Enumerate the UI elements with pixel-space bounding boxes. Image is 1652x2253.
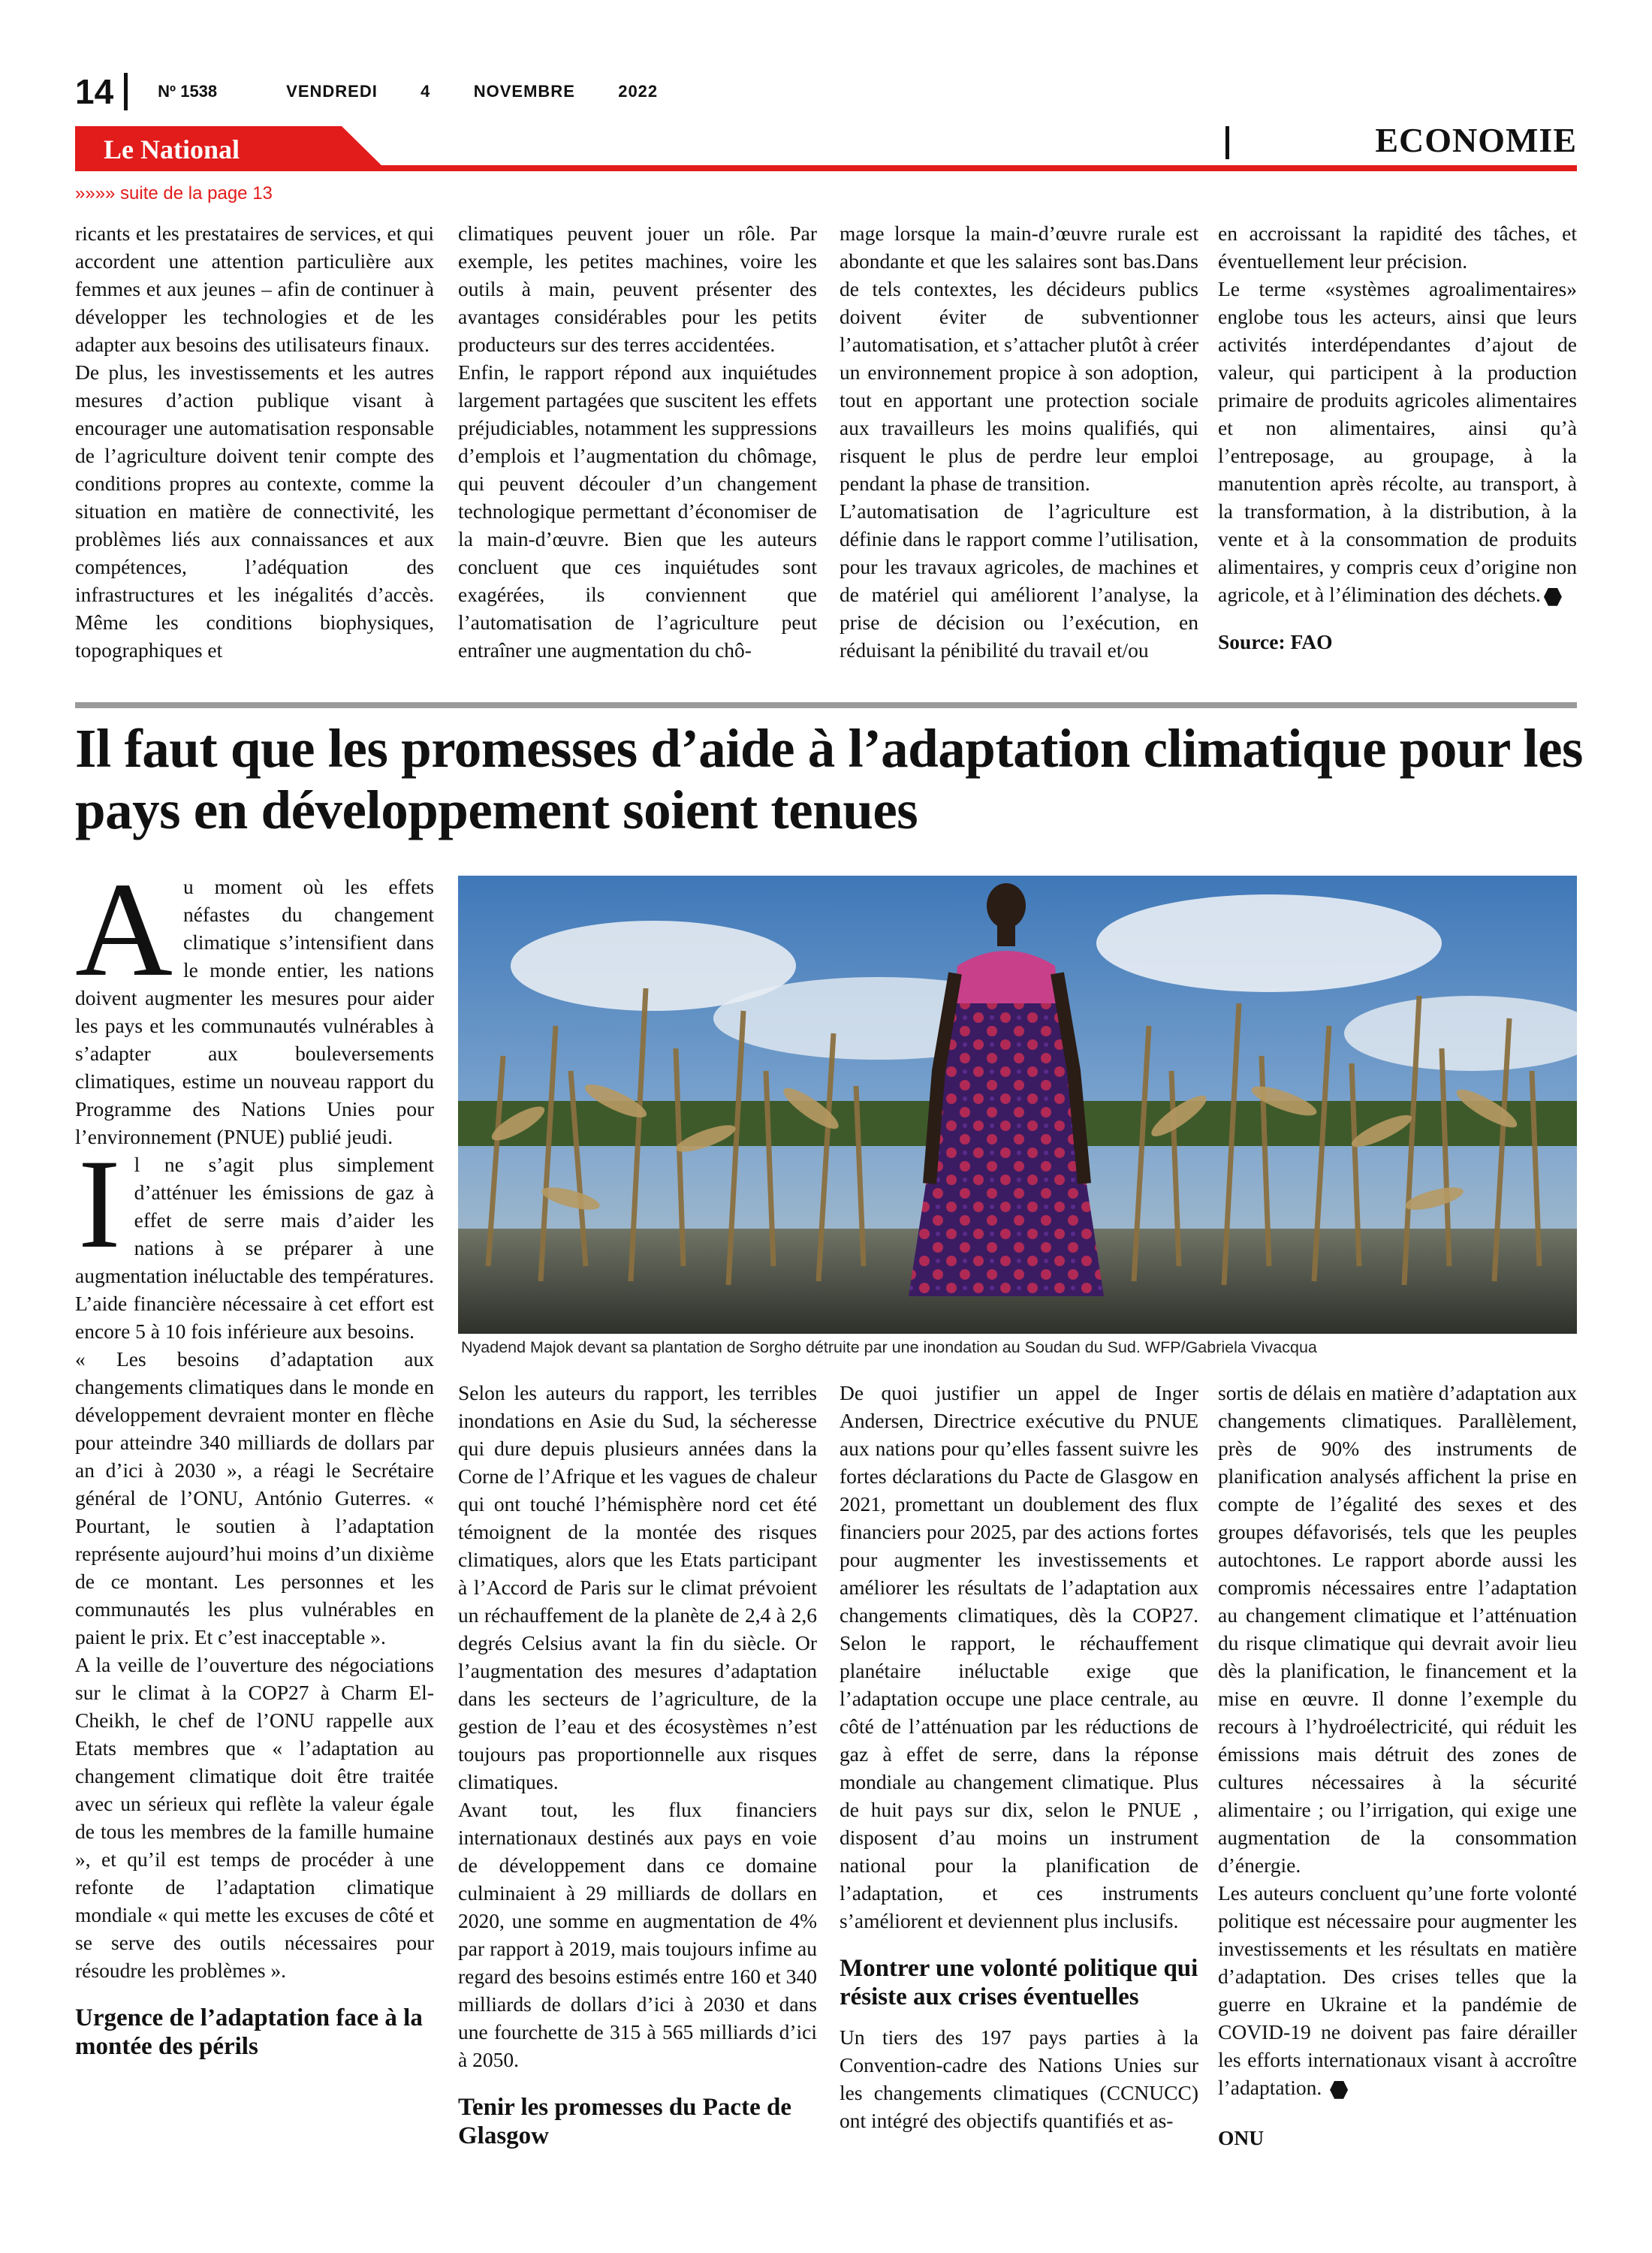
subheading: Montrer une volonté politique qui résiste aux crises éventuelles — [840, 1955, 1198, 2010]
drop-cap: A — [75, 873, 173, 1004]
paragraph-text: Les auteurs concluent qu’une forte volonté politique est nécessaire pour augmenter les investissements et les résultats en matière d’adaptation. Des crises telles que la guerre en Ukraine et la pandémie de COVID-19 ne doivent pas faire dérailler les efforts internationaux visant à accroître l’adaptation. — [1218, 1881, 1577, 2099]
paragraph: Avant tout, les flux financiers internationaux destinés aux pays en voie de développement dans ce domaine culminaient à 29 milliards de dollars en 2020, une somme en augmentation de 4% par rapport à 2019, mais toujours infime au regard des besoins estimés entre 160 et 340 milliards de dollars d’ici à 2030 et dans une fourchette de 315 à 565 milliards d’ici à 2050. — [458, 1798, 817, 2071]
main-article-column-1 — [75, 873, 434, 2179]
main-article-column-3 — [840, 1379, 1198, 2182]
issue-date: VENDREDI 4 NOVEMBRE 2022 — [286, 82, 659, 101]
paragraph-text: l ne s’agit plus simplement d’atténuer les émissions de gaz à effet de serre mais d’aider les nations à se préparer à une augmentation inéluctable des températures. L’aide financière nécessaire à cet effort est encore 5 à 10 fois inférieure aux besoins. — [75, 1153, 434, 1343]
paragraph: De quoi justifier un appel de Inger Andersen, Directrice exécutive du PNUE aux nations pour qu’elles fassent suivre les fortes déclarations du Pacte de Glasgow en 2021, promettant un doublement des flux financiers pour 2025, par des actions fortes pour augmenter les investissements et améliorer les résultats de l’adaptation aux changements climatiques, dès la COP27. Selon le rapport, le réchauffement planétaire inéluctable exige que l’adaptation occupe une place centrale, au côté de l’atténuation par les réductions de gaz à effet de serre, dans la réponse mondiale au changement climatique. Plus de huit pays sur dix, selon le PNUE , disposent d’au moins un instrument national pour la planification de l’adaptation, et ces instruments s’améliorent et deviennent plus inclusifs. — [840, 1381, 1198, 1932]
paragraph — [1218, 1879, 1577, 2101]
paragraph: ricants et les prestataires de services, et qui accordent une attention particulière aux femmes et aux jeunes – afin de continuer à développer les technologies et de les adapter aux besoins des utilisateurs finaux. — [75, 222, 434, 356]
paragraph: L’automatisation de l’agriculture est définie dans le rapport comme l’utilisation, pour les travaux agricoles, de machines et de matériel qui améliorent l’analyse, la prise de décision ou l’exécution, en réduisant la pénibilité du travail et/ou — [840, 499, 1198, 662]
page-number: 14 — [75, 72, 114, 111]
section-divider — [1225, 126, 1229, 159]
header-divider — [124, 73, 128, 110]
lead-paragraph — [75, 873, 434, 1151]
paragraph-text: Le terme «systèmes agroalimentaires» englobe tous les acteurs, ainsi que leurs activités interdépendantes d’ajout de valeur, qui participent à la production primaire de produits agricoles alimentaires et non alimentaires, ainsi qu’à l’entreposage, au groupage, à la manutention après récolte, au transport, à la transformation, à la distribution, à la vente et à la consommation de produits alimentaires, y compris ceux d’origine non agricole, et à l’élimination des déchets. — [1218, 277, 1577, 606]
article-separator — [75, 702, 1577, 708]
newspaper-name: Le National — [104, 134, 240, 164]
paragraph: mage lorsque la main-d’œuvre rurale est abondante et que les salaires sont bas.Dans de tels contextes, les décideurs publics doivent éviter de subventionner l’automatisation, et s’attacher plutôt à créer un environnement propice à son adoption, tout en apportant une protection sociale aux travailleurs les moins qualifiés, qui risquent le plus de perdre leur emploi pendant la phase de transition. — [840, 222, 1198, 495]
top-article-column-2 — [458, 219, 817, 692]
paragraph: sortis de délais en matière d’adaptation aux changements climatiques. Parallèlement, près de 90% des instruments de planification analysés affichent la prise en compte de l’égalité des sexes et des groupes défavorisés, tels que les peuples autochtones. Le rapport aborde aussi les compromis nécessaires entre l’adaptation au changement climatique et l’atténuation du risque climatique qui devrait avoir lieu dès la planification, le financement et la mise en œuvre. Il donne l’exemple du recours à l’hydroélectricité, qui réduit les émissions mais détruit des zones de cultures nécessaires à la sécurité alimentaire ; ou l’irrigation, qui exige une augmentation de la consommation d’énergie. — [1218, 1381, 1577, 1877]
top-article-column-3 — [840, 219, 1198, 692]
paragraph — [1218, 219, 1577, 275]
paragraph: climatiques peuvent jouer un rôle. Par exemple, les petites machines, voire les outils à main, peuvent présenter des avantages considérables pour les petits producteurs sur des terres accidentées. — [458, 222, 817, 356]
paragraph: Un tiers des 197 pays parties à la Convention-cadre des Nations Unies sur les changements climatiques (CCNUCC) ont intégré des objectifs quantifiés et as- — [840, 2025, 1198, 2132]
paragraph: Enfin, le rapport répond aux inquiétudes largement partagées que suscitent les effets préjudiciables, notamment les suppressions d’emplois et l’augmentation du chômage, qui peuvent découler d’un changement technologique permettant d’économiser de la main-d’œuvre. Bien que les auteurs concluent que ces inquiétudes sont exagérées, ils conviennent que l’automatisation de l’agriculture peut entraîner une augmentation du chô- — [458, 360, 817, 662]
end-mark-icon — [1330, 2081, 1348, 2099]
header-rule — [75, 165, 1577, 171]
issue-number: Nº 1538 — [158, 82, 218, 101]
paragraph: A la veille de l’ouverture des négociations sur le climat à la COP27 à Charm El-Cheikh, le chef de l’ONU rappelle aux Etats membres que « l’adaptation au changement climatique doit être traitée avec un sérieux qui reflète la valeur égale de tous les membres de la famille humaine », et qu’il est temps de procéder à une refonte de l’adaptation climatique mondiale « qui mette les excuses de côté et se serve des outils nécessaires pour résoudre les problèmes ». — [75, 1653, 434, 1982]
top-article-column-4 — [1218, 219, 1577, 692]
paragraph — [75, 1133, 434, 1345]
paragraph: « Les besoins d’adaptation aux changements climatiques dans le monde en développement devraient monter en flèche pour atteindre 340 milliards de dollars par an d’ici à 2030 », a réagi le Secrétaire général de l’ONU, António Guterres. « Pourtant, le soutien à l’adaptation représente aujourd’hui moins d’un dixième de ce montant. Les personnes et les communautés les plus vulnérables en paient le prix. Et c’est inacceptable ». — [75, 1347, 434, 1648]
paragraph: De plus, les investissements et les autres mesures d’action publique visant à encourager une automatisation responsable de l’agriculture doivent tenir compte des conditions propres au contexte, comme la situation en matière de connectivité, les problèmes liés aux connaissances et aux compétences, l’adéquation des infrastructures et les inégalités d’accès. Même les conditions biophysiques, topographiques et — [75, 360, 434, 662]
main-article-column-4 — [1218, 1379, 1577, 2182]
article-signature: ONU — [1218, 2126, 1265, 2149]
paragraph: Selon les auteurs du rapport, les terribles inondations en Asie du Sud, la sécheresse qui dure depuis plusieurs années dans la Corne de l’Afrique et les vagues de chaleur qui ont touché l’hémisphère nord cet été témoignent de la montée des risques climatiques, alors que les Etats participant à l’Accord de Paris sur le climat prévoient un réchauffement de la planète de 2,4 à 2,6 degrés Celsius avant la fin du siècle. Or l’augmentation des mesures d’adaptation dans les secteurs de l’agriculture, de la gestion de l’eau et des écosystèmes n’est toujours pas proportionnelle aux risques climatiques. — [458, 1381, 817, 1793]
article-headline: Il faut que les promesses d’aide à l’adaptation climatique pour les pays en développement soient tenues — [75, 718, 1583, 840]
subheading: Urgence de l’adaptation face à la montée des périls — [75, 2004, 423, 2060]
photo-caption: Nyadend Majok devant sa plantation de Sorgho détruite par une inondation au Soudan du Sud. WFP/Gabriela Vivacqua — [461, 1338, 1317, 1356]
paragraph-text: en accroissant la rapidité des tâches, et éventuellement leur précision. — [1218, 222, 1577, 273]
subheading: Tenir les promesses du Pacte de Glasgow — [458, 2094, 791, 2149]
continued-from: »»»» suite de la page 13 — [75, 183, 273, 204]
drop-cap: I — [78, 1133, 121, 1274]
end-mark-icon — [1544, 588, 1562, 606]
paragraph — [1218, 275, 1577, 608]
page-header — [75, 69, 658, 114]
top-article-column-1 — [75, 219, 434, 692]
paragraph-text: u moment où les effets néfastes du changement climatique s’intensifient dans le monde entier, les nations doivent augmenter les mesures pour aider les pays et les communautés vulnérables à s’adapter aux bouleversements climatiques, estime un nouveau rapport du Programme des Nations Unies pour l’environnement (PNUE) publié jeudi. — [75, 875, 434, 1148]
photo-illustration — [458, 876, 1577, 1334]
section-title: ECONOMIE — [1375, 121, 1577, 159]
main-article-column-2 — [458, 1379, 817, 2182]
article-photo — [458, 876, 1577, 1334]
article-source: Source: FAO — [1218, 630, 1333, 653]
